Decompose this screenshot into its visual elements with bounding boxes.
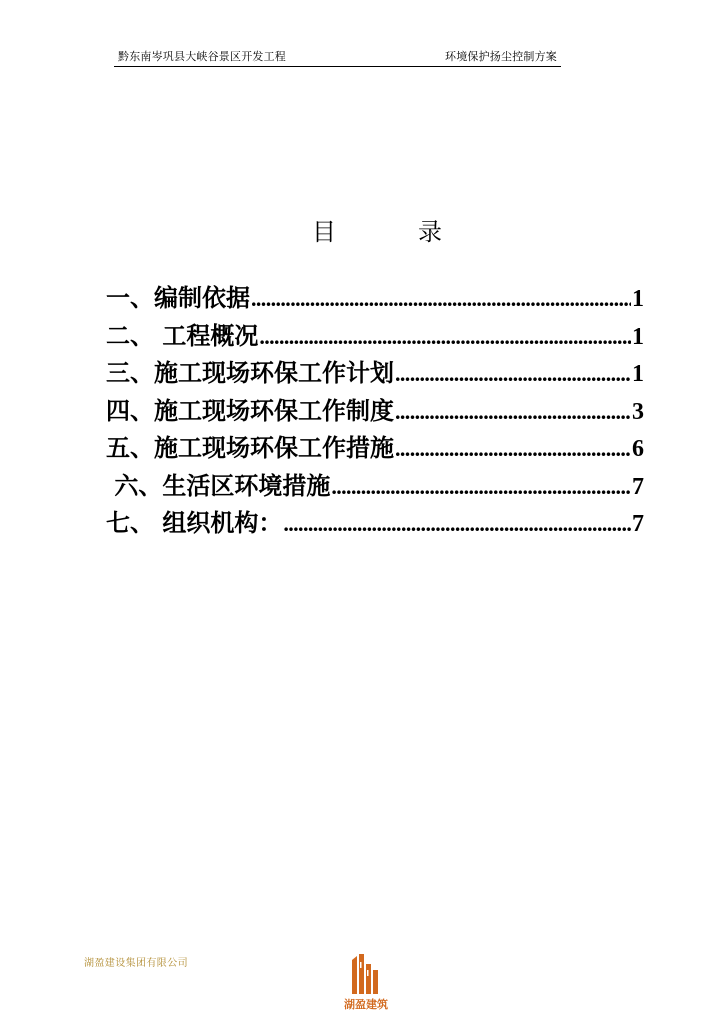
toc-entry-page: 1 (632, 286, 644, 312)
toc-heading-char-2: 录 (418, 218, 442, 246)
toc-entry[interactable] (106, 503, 644, 541)
toc-entry-page: 1 (632, 323, 644, 350)
toc-entry-label: 四、施工现场环保工作制度 (106, 396, 394, 425)
company-logo-text: 湖盈建筑 (344, 998, 388, 1011)
toc-leader-dots (331, 474, 631, 500)
toc-entry-page: 6 (632, 436, 644, 462)
toc-entry-label: 二、 工程概况 (106, 321, 259, 350)
toc-entry-label: 三、施工现场环保工作计划 (106, 359, 394, 387)
toc-entry[interactable] (106, 316, 644, 354)
toc-entry[interactable] (106, 428, 644, 466)
toc-leader-dots (395, 399, 631, 425)
toc-entry-page: 1 (632, 361, 644, 387)
footer-company-name: 湖盈建设集团有限公司 (84, 958, 188, 969)
toc-entry-label: 七、 组织机构： (106, 509, 283, 537)
toc-entry-label: 一、编制依据 (106, 284, 250, 312)
toc-leader-dots (251, 286, 631, 312)
toc-leader-dots (395, 361, 631, 387)
toc-entry-label: 六、生活区环境措施 (106, 471, 331, 500)
toc-entry-page: 7 (632, 473, 644, 500)
toc-entry-page: 3 (632, 398, 644, 425)
toc-entry[interactable] (106, 353, 644, 391)
toc-heading (0, 212, 724, 246)
toc-leader-dots (283, 511, 631, 537)
table-of-contents (106, 278, 644, 541)
toc-entry-label: 五、施工现场环保工作措施 (106, 434, 394, 462)
page-header (114, 46, 561, 67)
toc-leader-dots (259, 324, 631, 350)
toc-entry-page: 7 (632, 511, 644, 537)
toc-heading-char-1: 目 (312, 218, 336, 246)
toc-entry[interactable] (106, 466, 644, 504)
toc-entry[interactable] (106, 278, 644, 316)
toc-entry[interactable] (106, 391, 644, 429)
header-document-name: 环境保护扬尘控制方案 (445, 50, 557, 63)
header-project-name: 黔东南岑巩县大峡谷景区开发工程 (118, 50, 286, 63)
toc-leader-dots (395, 436, 631, 462)
